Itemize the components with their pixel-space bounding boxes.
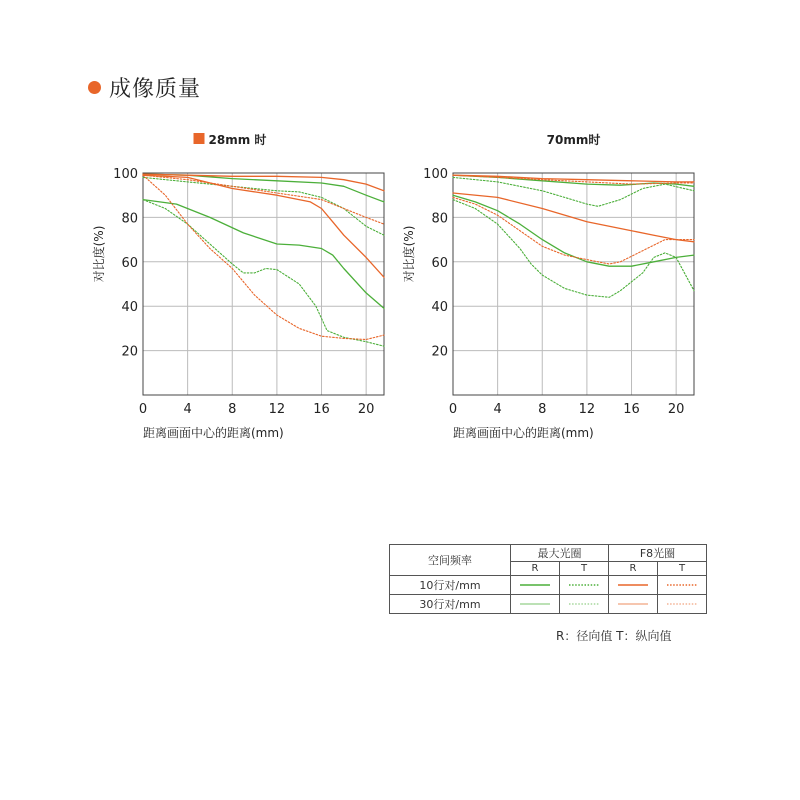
legend-swatch bbox=[511, 595, 560, 614]
legend-swatch-line bbox=[568, 600, 600, 608]
series-wide-open-10-R bbox=[143, 174, 384, 202]
legend-swatch-line bbox=[568, 581, 600, 589]
x-tick-label: 8 bbox=[538, 402, 547, 417]
x-tick-label: 20 bbox=[357, 402, 375, 417]
y-tick-label: 20 bbox=[431, 344, 448, 360]
series-wide-open-30-T bbox=[453, 200, 694, 298]
y-tick-label: 80 bbox=[431, 211, 448, 227]
y-tick-label: 40 bbox=[431, 300, 448, 316]
x-tick-label: 0 bbox=[448, 402, 458, 417]
chart-title: 28mm 时 bbox=[208, 133, 267, 147]
legend-swatch-line bbox=[519, 581, 551, 589]
y-tick-label: 60 bbox=[431, 255, 448, 271]
y-tick-label: 40 bbox=[121, 300, 138, 316]
legend-table bbox=[389, 544, 707, 614]
legend-sub-t: T bbox=[560, 562, 609, 576]
legend-freq-header: 空间频率 bbox=[390, 545, 511, 576]
legend-swatch bbox=[658, 595, 707, 614]
series-wide-open-10-T bbox=[143, 177, 384, 235]
x-axis-label: 距离画面中心的距离(mm) bbox=[453, 426, 594, 440]
x-tick-label: 16 bbox=[623, 402, 640, 417]
chart-title: 70mm时 bbox=[546, 133, 601, 147]
y-tick-label: 20 bbox=[121, 344, 138, 360]
x-tick-label: 16 bbox=[313, 402, 330, 417]
legend-group-max-aperture: 最大光圈 bbox=[511, 545, 609, 562]
legend-row-30lp: 30行对/mm bbox=[390, 595, 511, 614]
legend-swatch-line bbox=[617, 581, 649, 589]
legend-swatch-line bbox=[666, 581, 698, 589]
legend-swatch-line bbox=[617, 600, 649, 608]
plot-frame bbox=[143, 173, 384, 395]
legend-swatch bbox=[560, 595, 609, 614]
x-tick-label: 4 bbox=[183, 402, 192, 417]
series-wide-open-30-R bbox=[143, 200, 384, 309]
legend-note: R：径向值 T：纵向值 bbox=[556, 629, 672, 643]
y-axis-label: 对比度(%) bbox=[402, 225, 416, 283]
legend-sub-r: R bbox=[511, 562, 560, 576]
legend-swatch-line bbox=[519, 600, 551, 608]
legend-swatch bbox=[560, 576, 609, 595]
legend-group-f8: F8光圈 bbox=[609, 545, 707, 562]
plot-frame bbox=[453, 173, 694, 395]
legend-sub-r: R bbox=[609, 562, 658, 576]
x-axis-label: 距离画面中心的距离(mm) bbox=[143, 426, 284, 440]
y-tick-label: 100 bbox=[113, 167, 138, 182]
x-tick-label: 12 bbox=[268, 402, 286, 417]
y-axis-label: 对比度(%) bbox=[92, 225, 106, 283]
title-marker-square bbox=[194, 133, 205, 144]
x-tick-label: 4 bbox=[493, 402, 502, 417]
series-f8-10-T bbox=[143, 175, 384, 224]
legend-row-10lp: 10行对/mm bbox=[390, 576, 511, 595]
legend-sub-t: T bbox=[658, 562, 707, 576]
x-tick-label: 12 bbox=[578, 402, 596, 417]
series-f8-30-T bbox=[143, 175, 384, 339]
legend-swatch bbox=[609, 576, 658, 595]
y-tick-label: 80 bbox=[121, 211, 138, 227]
legend-swatch bbox=[658, 576, 707, 595]
x-tick-label: 0 bbox=[138, 402, 148, 417]
x-tick-label: 20 bbox=[667, 402, 685, 417]
y-tick-label: 100 bbox=[423, 167, 448, 182]
legend-swatch-line bbox=[666, 600, 698, 608]
y-tick-label: 60 bbox=[121, 255, 138, 271]
legend-swatch bbox=[609, 595, 658, 614]
legend-swatch bbox=[511, 576, 560, 595]
x-tick-label: 8 bbox=[228, 402, 237, 417]
section-title: 成像质量 bbox=[109, 76, 202, 102]
